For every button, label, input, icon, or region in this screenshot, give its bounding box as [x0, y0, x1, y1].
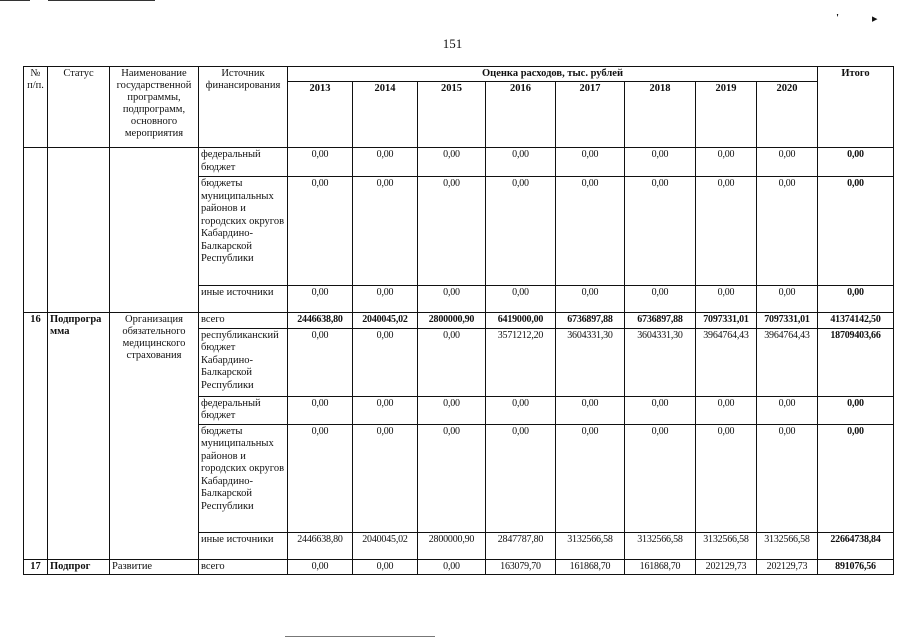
row-number: 17 — [24, 559, 48, 575]
source-cell: всего — [199, 559, 288, 575]
source-cell: федеральный бюджет — [199, 396, 288, 424]
value-cell: 0,00 — [418, 177, 486, 286]
source-cell: бюджеты муниципальных районов и городских округов Кабардино-Балкарской Республики — [199, 177, 288, 286]
total-cell: 0,00 — [818, 177, 894, 286]
source-cell: федеральный бюджет — [199, 148, 288, 177]
value-cell: 0,00 — [486, 177, 556, 286]
value-cell: 6736897,88 — [625, 313, 696, 329]
total-cell: 18709403,66 — [818, 328, 894, 396]
scan-artifact-line — [285, 636, 435, 637]
value-cell: 3964764,43 — [757, 328, 818, 396]
row-number: 16 — [24, 313, 48, 560]
value-cell: 0,00 — [353, 396, 418, 424]
value-cell: 0,00 — [353, 559, 418, 575]
row-status: Подпрограмма — [48, 313, 110, 560]
header-estimate: Оценка расходов, тыс. рублей — [288, 67, 818, 82]
value-cell: 0,00 — [418, 328, 486, 396]
source-cell: иные источники — [199, 286, 288, 313]
value-cell: 0,00 — [625, 177, 696, 286]
header-status: Статус — [48, 67, 110, 148]
value-cell: 0,00 — [556, 396, 625, 424]
value-cell: 161868,70 — [556, 559, 625, 575]
value-cell: 2040045,02 — [353, 313, 418, 329]
total-cell: 891076,56 — [818, 559, 894, 575]
value-cell: 0,00 — [486, 286, 556, 313]
value-cell: 0,00 — [757, 396, 818, 424]
header-year: 2014 — [353, 82, 418, 148]
value-cell: 3604331,30 — [625, 328, 696, 396]
corner-mark: ' — [836, 12, 840, 24]
header-source: Источник финансирования — [199, 67, 288, 148]
value-cell: 0,00 — [757, 424, 818, 532]
header-year: 2015 — [418, 82, 486, 148]
total-cell: 0,00 — [818, 148, 894, 177]
table-row — [24, 559, 894, 575]
value-cell: 0,00 — [486, 396, 556, 424]
corner-mark: ▸ — [872, 13, 878, 25]
header-num: № п/п. — [24, 67, 48, 148]
value-cell: 0,00 — [353, 328, 418, 396]
value-cell: 0,00 — [757, 177, 818, 286]
value-cell: 0,00 — [625, 286, 696, 313]
value-cell: 0,00 — [556, 286, 625, 313]
value-cell: 0,00 — [288, 559, 353, 575]
value-cell: 3132566,58 — [556, 532, 625, 559]
value-cell: 0,00 — [696, 177, 757, 286]
header-total: Итого — [818, 67, 894, 148]
value-cell: 0,00 — [696, 396, 757, 424]
scan-artifact-line — [0, 0, 30, 1]
value-cell: 0,00 — [625, 148, 696, 177]
header-year: 2019 — [696, 82, 757, 148]
total-cell: 22664738,84 — [818, 532, 894, 559]
value-cell: 0,00 — [556, 148, 625, 177]
row-program-name: Развитие — [110, 559, 199, 575]
budget-table — [23, 66, 894, 575]
value-cell: 0,00 — [353, 424, 418, 532]
value-cell: 2446638,80 — [288, 532, 353, 559]
value-cell: 0,00 — [418, 286, 486, 313]
header-year: 2020 — [757, 82, 818, 148]
value-cell: 0,00 — [288, 424, 353, 532]
value-cell: 3132566,58 — [625, 532, 696, 559]
value-cell: 3571212,20 — [486, 328, 556, 396]
source-cell: бюджеты муниципальных районов и городских округов Кабардино-Балкарской Республики — [199, 424, 288, 532]
table-row — [24, 313, 894, 329]
value-cell: 0,00 — [486, 148, 556, 177]
value-cell: 3132566,58 — [696, 532, 757, 559]
header-row — [24, 67, 894, 82]
value-cell: 0,00 — [288, 328, 353, 396]
header-year: 2016 — [486, 82, 556, 148]
source-cell: республиканский бюджет Кабардино-Балкарской Республики — [199, 328, 288, 396]
value-cell: 7097331,01 — [696, 313, 757, 329]
value-cell: 0,00 — [696, 148, 757, 177]
value-cell: 2040045,02 — [353, 532, 418, 559]
value-cell: 0,00 — [353, 148, 418, 177]
total-cell: 41374142,50 — [818, 313, 894, 329]
value-cell: 3964764,43 — [696, 328, 757, 396]
value-cell: 0,00 — [353, 286, 418, 313]
value-cell: 0,00 — [556, 177, 625, 286]
value-cell: 0,00 — [696, 286, 757, 313]
empty-cell — [110, 148, 199, 313]
header-name: Наименование государственной программы, подпрограмм, основного мероприятия — [110, 67, 199, 148]
header-year: 2017 — [556, 82, 625, 148]
value-cell: 202129,73 — [757, 559, 818, 575]
total-cell: 0,00 — [818, 424, 894, 532]
value-cell: 6736897,88 — [556, 313, 625, 329]
value-cell: 0,00 — [418, 148, 486, 177]
total-cell: 0,00 — [818, 396, 894, 424]
value-cell: 0,00 — [418, 559, 486, 575]
value-cell: 0,00 — [625, 424, 696, 532]
value-cell: 0,00 — [757, 286, 818, 313]
row-program-name: Организация обязательного медицинского страхования — [110, 313, 199, 560]
total-cell: 0,00 — [818, 286, 894, 313]
table-row — [24, 148, 894, 177]
value-cell: 7097331,01 — [757, 313, 818, 329]
empty-cell — [24, 148, 48, 313]
value-cell: 0,00 — [288, 396, 353, 424]
value-cell: 0,00 — [418, 424, 486, 532]
value-cell: 0,00 — [288, 177, 353, 286]
value-cell: 0,00 — [757, 148, 818, 177]
value-cell: 3132566,58 — [757, 532, 818, 559]
value-cell: 0,00 — [288, 286, 353, 313]
value-cell: 0,00 — [486, 424, 556, 532]
source-cell: всего — [199, 313, 288, 329]
value-cell: 202129,73 — [696, 559, 757, 575]
value-cell: 0,00 — [353, 177, 418, 286]
empty-cell — [48, 148, 110, 313]
header-year: 2018 — [625, 82, 696, 148]
value-cell: 2847787,80 — [486, 532, 556, 559]
value-cell: 0,00 — [288, 148, 353, 177]
value-cell: 0,00 — [625, 396, 696, 424]
header-year: 2013 — [288, 82, 353, 148]
scan-artifact-line — [48, 0, 155, 1]
value-cell: 2800000,90 — [418, 532, 486, 559]
value-cell: 2446638,80 — [288, 313, 353, 329]
page-number: 151 — [442, 36, 463, 51]
value-cell: 2800000,90 — [418, 313, 486, 329]
source-cell: иные источники — [199, 532, 288, 559]
value-cell: 163079,70 — [486, 559, 556, 575]
value-cell: 6419000,00 — [486, 313, 556, 329]
value-cell: 3604331,30 — [556, 328, 625, 396]
value-cell: 0,00 — [696, 424, 757, 532]
value-cell: 0,00 — [418, 396, 486, 424]
value-cell: 0,00 — [556, 424, 625, 532]
value-cell: 161868,70 — [625, 559, 696, 575]
row-status: Подпрог — [48, 559, 110, 575]
